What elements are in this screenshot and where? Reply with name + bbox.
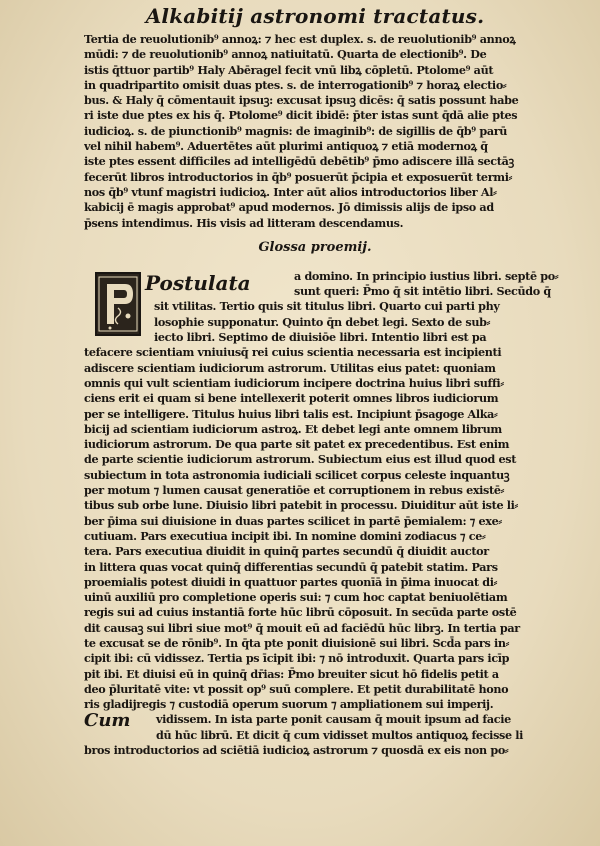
cum-paragraph — [84, 712, 546, 758]
proem-line: uinū auxiliū pro completione operis sui: ⁊ cum hoc captat beniuolētiam — [84, 590, 508, 605]
proem-line: iudiciorum astrorum. De qua parte sit patet ex precedentibus. Est enim — [84, 437, 510, 452]
lead-word-cum: Cum — [84, 710, 131, 732]
proem-line: per motum ⁊ lumen causat generatiōe et corruptionem in rebus existē⸗ — [84, 483, 504, 498]
proem-line: te excusat se de rōnib⁹. In q̄ta pte ponit diuisionē sui libri. Scd̄a pars in⸗ — [84, 635, 510, 650]
proem-section — [84, 268, 559, 759]
intro-line: iudicioꝝ. s. de piunctionib⁹ magnis: de imaginib⁹: de sigillis de q̄b⁹ parū — [84, 123, 508, 138]
proem-line: a domino. In principio iustius libri. septē po⸗ — [294, 268, 559, 283]
proem-line: cipit ibi: cū vidissez. Tertia ps īcipit ibi: ⁊ nō introduxit. Quarta pars icīp — [84, 651, 510, 666]
intro-line: ri iste due ptes ex his q̄. Ptolome⁹ dicit ibidē: p̄ter istas sunt q̄dā alie ptes — [84, 108, 518, 123]
proem-line: iecto libri. Septimo de diuisiōe libri. Intentio libri est pa — [154, 330, 487, 345]
proem-line: deo p̄luritatē vite: vt possit op⁹ suū complere. Et petit durabilitatē hono — [84, 681, 509, 696]
intro-line: bus. & Haly q̄ cōmentauit ipsuꝫ: excusat ipsuꝫ dicēs: q̄ satis possunt habe — [84, 93, 519, 108]
intro-line: istis q̄ttuor partib⁹ Haly Abēragel fecit vnū libꝝ cōpletū. Ptolome⁹ aūt — [84, 62, 494, 77]
decorated-initial-p-icon — [95, 272, 141, 336]
proem-line: cutiuam. Pars executiua incipit ibi. In nomine domini zodiacus ⁊ ce⸗ — [84, 528, 486, 543]
proem-line: ber p̄ima sui diuisione in duas partes scilicet in partē p̄emialem: ⁊ exe⸗ — [84, 513, 502, 528]
lead-word: Postulata — [145, 270, 251, 295]
proem-line: in littera quas vocat quinq̄ differentias secundū q̄ patebit statim. Pars — [84, 559, 498, 574]
intro-line: kabicij ē magis approbat⁹ apud modernos. Jō dimissis alijs de ipso ad — [84, 200, 494, 215]
proem-line: sit vtilitas. Tertio quis sit titulus libri. Quarto cui parti phy — [154, 299, 500, 314]
proem-line: sunt queri: P̄mo q̄ sit intētio libri. Secūdo q̄ — [294, 284, 551, 299]
intro-line: p̄sens intendimus. His visis ad litteram descendamus. — [84, 215, 404, 230]
proem-line: dū hūc librū. Et dicit q̄ cum vidisset multos antiquoꝝ fecisse li — [156, 727, 524, 742]
proem-line: subiectum in tota astronomia iudiciali scilicet corpus celeste inquantuꝫ — [84, 467, 510, 482]
proem-line: tera. Pars executiua diuidit in quinq̄ partes secundū q̄ diuidit auctor — [84, 544, 489, 559]
proem-line: losophie supponatur. Quinto q̄n debet legi. Sexto de sub⸗ — [154, 314, 490, 329]
intro-line: fecerūt libros introductorios in q̄b⁹ posuerūt p̄cipia et exposuerūt termi⸗ — [84, 169, 513, 184]
intro-line: iste ptes essent difficiles ad intelligēdū debētib⁹ p̄mo adiscere illā sectāꝫ — [84, 154, 514, 169]
proem-line: tefacere scientiam vniuiusq̄ rei cuius scientia necessaria est incipienti — [84, 345, 502, 360]
proem-line: tibus sub orbe lune. Diuisio libri patebit in processu. Diuiditur aūt iste li⸗ — [84, 498, 518, 513]
proem-line: bros introductorios ad sciētiā iudicioꝝ astrorum ⁊ quosdā ex eis non po⸗ — [84, 743, 509, 758]
proem-line: pit ibi. Et diuisi eū in quinq̄ dr̄ias: P̄mo breuiter sicut hō fidelis petit a — [84, 666, 499, 681]
proem-line: proemialis potest diuidi in quattuor partes quonīā in p̄ima inuocat di⸗ — [84, 574, 498, 589]
proem-line: per se intelligere. Titulus huius libri talis est. Incipiunt p̄sagoge Alka⸗ — [84, 406, 498, 421]
proem-line: ris gladijregis ⁊ custodiā operum suorum ⁊ ampliationem sui imperij. — [84, 697, 494, 712]
section-title: Glossa proemij. — [258, 239, 372, 255]
intro-line: Tertia de reuolutionib⁹ annoꝝ: ⁊ hec est duplex. s. de reuolutionib⁹ annoꝝ — [84, 32, 516, 46]
intro-text — [84, 32, 546, 231]
proem-body — [84, 345, 546, 712]
intro-line: in quadripartito omisit duas ptes. s. de interrogationib⁹ ⁊ horaꝝ electio⸗ — [84, 77, 507, 92]
proem-line: de parte scientie iudiciorum astrorum. Subiectum eius est illud quod est — [84, 452, 517, 467]
proem-line: vidissem. In ista parte ponit causam q̄ mouit ipsum ad facie — [156, 712, 511, 727]
intro-line: nos q̄b⁹ vtunf magistri iudicioꝝ. Inter aūt alios introductorios liber Al⸗ — [84, 184, 497, 199]
proem-line: dit causaꝫ sui libri siue mot⁹ q̄ mouit eū ad faciēdū hūc librꝫ. In tertia par — [84, 620, 520, 635]
proem-line: regis sui ad cuius instantiā forte hūc librū cōposuit. In secūda parte ostē — [84, 605, 517, 620]
proem-line: ciens erit ei quam si bene intellexerit poterit omnes libros iudiciorum — [84, 391, 499, 406]
running-header: Alkabitij astronomi tractatus. — [145, 4, 485, 28]
proem-short-lines — [84, 299, 546, 345]
proem-line: omnis qui vult scientiam iudiciorum incipere doctrina huius libri suffi⸗ — [84, 375, 504, 390]
proem-line: adiscere scientiam iudiciorum astrorum. Utilitas eius patet: quoniam — [84, 360, 496, 375]
intro-line: mūdi: ⁊ de reuolutionib⁹ annoꝝ natiuitatū. Quarta de electionib⁹. De — [84, 47, 487, 62]
proem-line: bicij ad scientiam iudiciorum astroꝝ. Et debet legi ante omnem librum — [84, 421, 502, 436]
intro-line: vel nihil habem⁹. Aduertētes aūt plurimi antiquoꝝ ⁊ etiā modernoꝝ q̄ — [84, 139, 488, 154]
